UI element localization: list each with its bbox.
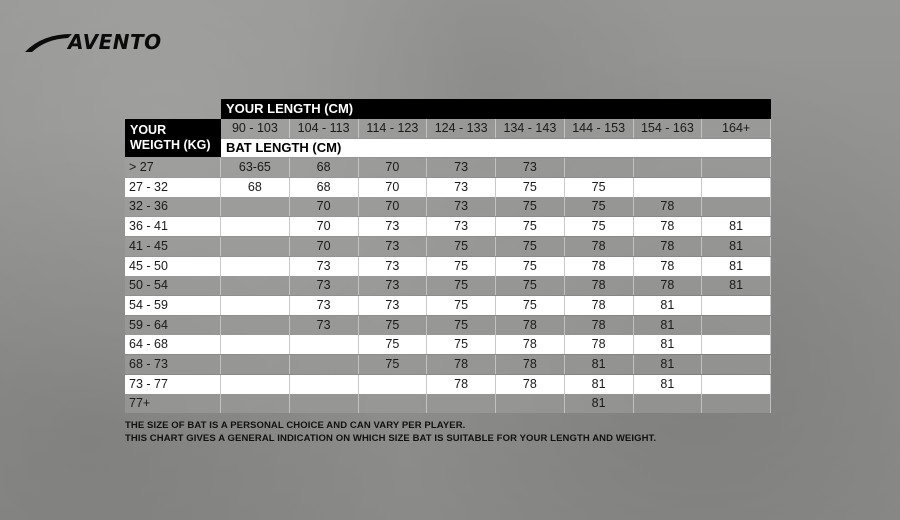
weight-range-cell: 45 - 50 bbox=[125, 257, 221, 276]
bat-length-cell: 75 bbox=[496, 217, 565, 236]
bat-length-cell: 81 bbox=[634, 335, 703, 354]
bat-length-cell: 75 bbox=[427, 335, 496, 354]
bat-length-cell bbox=[221, 237, 290, 256]
bat-length-cell: 73 bbox=[290, 316, 359, 335]
table-row bbox=[125, 237, 771, 256]
length-column-header: 90 - 103 bbox=[221, 119, 290, 138]
bat-length-cell: 75 bbox=[565, 178, 634, 197]
bat-length-cell bbox=[221, 257, 290, 276]
bat-length-cell: 73 bbox=[496, 158, 565, 177]
weight-range-cell: 36 - 41 bbox=[125, 217, 221, 236]
bat-length-cell bbox=[221, 375, 290, 394]
weight-range-cell: 41 - 45 bbox=[125, 237, 221, 256]
bat-length-cell: 75 bbox=[359, 335, 428, 354]
bat-length-cell bbox=[634, 394, 703, 413]
length-columns-row bbox=[125, 119, 771, 138]
bat-length-cell: 78 bbox=[565, 276, 634, 295]
bat-length-cell: 78 bbox=[496, 355, 565, 374]
bat-length-cell: 78 bbox=[634, 217, 703, 236]
length-column-header: 104 - 113 bbox=[290, 119, 359, 138]
bat-length-cell bbox=[496, 394, 565, 413]
table-row bbox=[125, 355, 771, 374]
bat-length-cell bbox=[221, 217, 290, 236]
bat-length-cell bbox=[290, 355, 359, 374]
bat-length-cell bbox=[221, 335, 290, 354]
bat-length-header bbox=[221, 139, 771, 157]
bat-length-cell: 75 bbox=[496, 276, 565, 295]
bat-length-cell bbox=[290, 335, 359, 354]
bat-length-cell: 73 bbox=[359, 296, 428, 315]
bat-length-cell bbox=[702, 375, 771, 394]
bat-length-cell bbox=[221, 316, 290, 335]
table-row bbox=[125, 335, 771, 354]
logo-text: AVENTO bbox=[68, 30, 162, 54]
weight-range-cell: > 27 bbox=[125, 158, 221, 177]
bat-length-cell: 78 bbox=[634, 197, 703, 216]
bat-length-cell: 75 bbox=[496, 197, 565, 216]
table-row bbox=[125, 375, 771, 394]
bat-length-cell: 73 bbox=[290, 296, 359, 315]
bat-length-cell bbox=[702, 335, 771, 354]
bat-length-cell bbox=[359, 394, 428, 413]
logo-swoosh-icon bbox=[24, 30, 74, 54]
bat-length-cell: 73 bbox=[359, 276, 428, 295]
bat-length-cell: 78 bbox=[427, 375, 496, 394]
bat-length-cell: 68 bbox=[290, 158, 359, 177]
bat-length-cell: 75 bbox=[496, 296, 565, 315]
bat-length-cell: 75 bbox=[496, 257, 565, 276]
bat-length-cell: 81 bbox=[702, 237, 771, 256]
bat-length-cell bbox=[702, 178, 771, 197]
bat-length-cell bbox=[221, 276, 290, 295]
bat-length-cell: 75 bbox=[496, 237, 565, 256]
table-row bbox=[125, 158, 771, 177]
bat-length-cell bbox=[221, 296, 290, 315]
bat-length-cell bbox=[634, 158, 703, 177]
bat-length-cell: 75 bbox=[427, 276, 496, 295]
avento-logo bbox=[24, 30, 164, 54]
bat-length-cell: 70 bbox=[359, 178, 428, 197]
bat-length-cell: 81 bbox=[702, 217, 771, 236]
bat-length-cell: 75 bbox=[565, 217, 634, 236]
bat-length-cell: 78 bbox=[496, 316, 565, 335]
weight-range-cell: 64 - 68 bbox=[125, 335, 221, 354]
bat-length-cell: 78 bbox=[634, 257, 703, 276]
weight-range-cell: 73 - 77 bbox=[125, 375, 221, 394]
table-row bbox=[125, 316, 771, 335]
bat-length-cell: 75 bbox=[427, 316, 496, 335]
bat-length-cell bbox=[221, 355, 290, 374]
bat-length-cell: 73 bbox=[359, 217, 428, 236]
bat-length-cell bbox=[702, 394, 771, 413]
bat-length-cell: 78 bbox=[496, 375, 565, 394]
bat-length-cell: 75 bbox=[565, 197, 634, 216]
table-row bbox=[125, 276, 771, 295]
bat-length-cell bbox=[702, 296, 771, 315]
bat-length-cell: 70 bbox=[359, 158, 428, 177]
bat-length-cell: 81 bbox=[702, 276, 771, 295]
bat-length-cell: 73 bbox=[359, 237, 428, 256]
bat-length-cell: 70 bbox=[290, 237, 359, 256]
bat-length-cell: 63-65 bbox=[221, 158, 290, 177]
bat-length-cell: 78 bbox=[565, 296, 634, 315]
bat-length-cell: 75 bbox=[427, 257, 496, 276]
weight-range-cell: 77+ bbox=[125, 394, 221, 413]
table-row bbox=[125, 296, 771, 315]
bat-length-cell: 81 bbox=[565, 394, 634, 413]
bat-length-cell: 78 bbox=[565, 257, 634, 276]
bat-length-cell: 78 bbox=[565, 316, 634, 335]
table-row bbox=[125, 197, 771, 216]
footnote-line-2: THIS CHART GIVES A GENERAL INDICATION ON WHICH SIZE BAT IS SUITABLE FOR YOUR LENGTH AND WEIGHT. bbox=[125, 433, 657, 444]
weight-header-line1: YOUR bbox=[130, 123, 167, 137]
bat-length-cell: 81 bbox=[565, 355, 634, 374]
length-column-header: 114 - 123 bbox=[359, 119, 428, 138]
bat-length-cell: 78 bbox=[496, 335, 565, 354]
weight-range-cell: 50 - 54 bbox=[125, 276, 221, 295]
table-row bbox=[125, 394, 771, 413]
bat-length-cell: 75 bbox=[496, 178, 565, 197]
bat-length-cell: 78 bbox=[634, 237, 703, 256]
bat-length-cell: 78 bbox=[565, 335, 634, 354]
length-header-label: YOUR LENGTH (CM) bbox=[226, 101, 354, 116]
length-header bbox=[221, 99, 771, 119]
bat-length-cell bbox=[359, 375, 428, 394]
length-column-header: 164+ bbox=[702, 119, 771, 138]
bat-length-cell: 75 bbox=[427, 296, 496, 315]
bat-length-cell bbox=[221, 197, 290, 216]
weight-range-cell: 32 - 36 bbox=[125, 197, 221, 216]
bat-length-cell: 73 bbox=[427, 197, 496, 216]
bat-length-cell bbox=[290, 375, 359, 394]
weight-range-cell: 54 - 59 bbox=[125, 296, 221, 315]
bat-length-cell bbox=[565, 158, 634, 177]
bat-length-cell: 70 bbox=[290, 197, 359, 216]
bat-length-cell: 81 bbox=[634, 355, 703, 374]
bat-length-cell: 68 bbox=[221, 178, 290, 197]
bat-length-cell bbox=[702, 355, 771, 374]
bat-length-header-label: BAT LENGTH (CM) bbox=[226, 140, 342, 155]
bat-length-cell: 68 bbox=[290, 178, 359, 197]
bat-length-cell: 81 bbox=[634, 316, 703, 335]
bat-length-cell: 70 bbox=[290, 217, 359, 236]
table-row bbox=[125, 257, 771, 276]
bat-length-cell: 70 bbox=[359, 197, 428, 216]
footnote-line-1: THE SIZE OF BAT IS A PERSONAL CHOICE AND CAN VARY PER PLAYER. bbox=[125, 420, 466, 431]
bat-length-cell: 75 bbox=[427, 237, 496, 256]
bat-length-cell bbox=[221, 394, 290, 413]
bat-length-cell: 78 bbox=[634, 276, 703, 295]
length-column-header: 134 - 143 bbox=[496, 119, 565, 138]
weight-range-cell: 68 - 73 bbox=[125, 355, 221, 374]
bat-length-cell bbox=[702, 316, 771, 335]
bat-length-cell: 81 bbox=[634, 296, 703, 315]
bat-length-cell: 78 bbox=[427, 355, 496, 374]
length-column-header: 154 - 163 bbox=[634, 119, 703, 138]
bat-length-cell: 75 bbox=[359, 316, 428, 335]
bat-length-cell: 73 bbox=[427, 178, 496, 197]
bat-length-cell: 81 bbox=[702, 257, 771, 276]
table-row bbox=[125, 178, 771, 197]
bat-length-cell: 73 bbox=[427, 158, 496, 177]
bat-length-cell bbox=[634, 178, 703, 197]
bat-length-cell: 73 bbox=[427, 217, 496, 236]
bat-length-cell: 81 bbox=[565, 375, 634, 394]
table-row bbox=[125, 217, 771, 236]
bat-length-cell: 73 bbox=[359, 257, 428, 276]
bat-length-cell: 81 bbox=[634, 375, 703, 394]
bat-length-cell: 73 bbox=[290, 276, 359, 295]
length-column-header: 144 - 153 bbox=[565, 119, 634, 138]
weight-range-cell: 59 - 64 bbox=[125, 316, 221, 335]
bat-length-cell bbox=[290, 394, 359, 413]
weight-header-line2: WEIGTH (KG) bbox=[130, 138, 211, 152]
bat-length-cell bbox=[427, 394, 496, 413]
length-column-header: 124 - 133 bbox=[427, 119, 496, 138]
bat-length-cell bbox=[702, 158, 771, 177]
bat-length-cell: 78 bbox=[565, 237, 634, 256]
bat-length-cell: 75 bbox=[359, 355, 428, 374]
bat-length-cell bbox=[702, 197, 771, 216]
weight-range-cell: 27 - 32 bbox=[125, 178, 221, 197]
bat-length-cell: 73 bbox=[290, 257, 359, 276]
